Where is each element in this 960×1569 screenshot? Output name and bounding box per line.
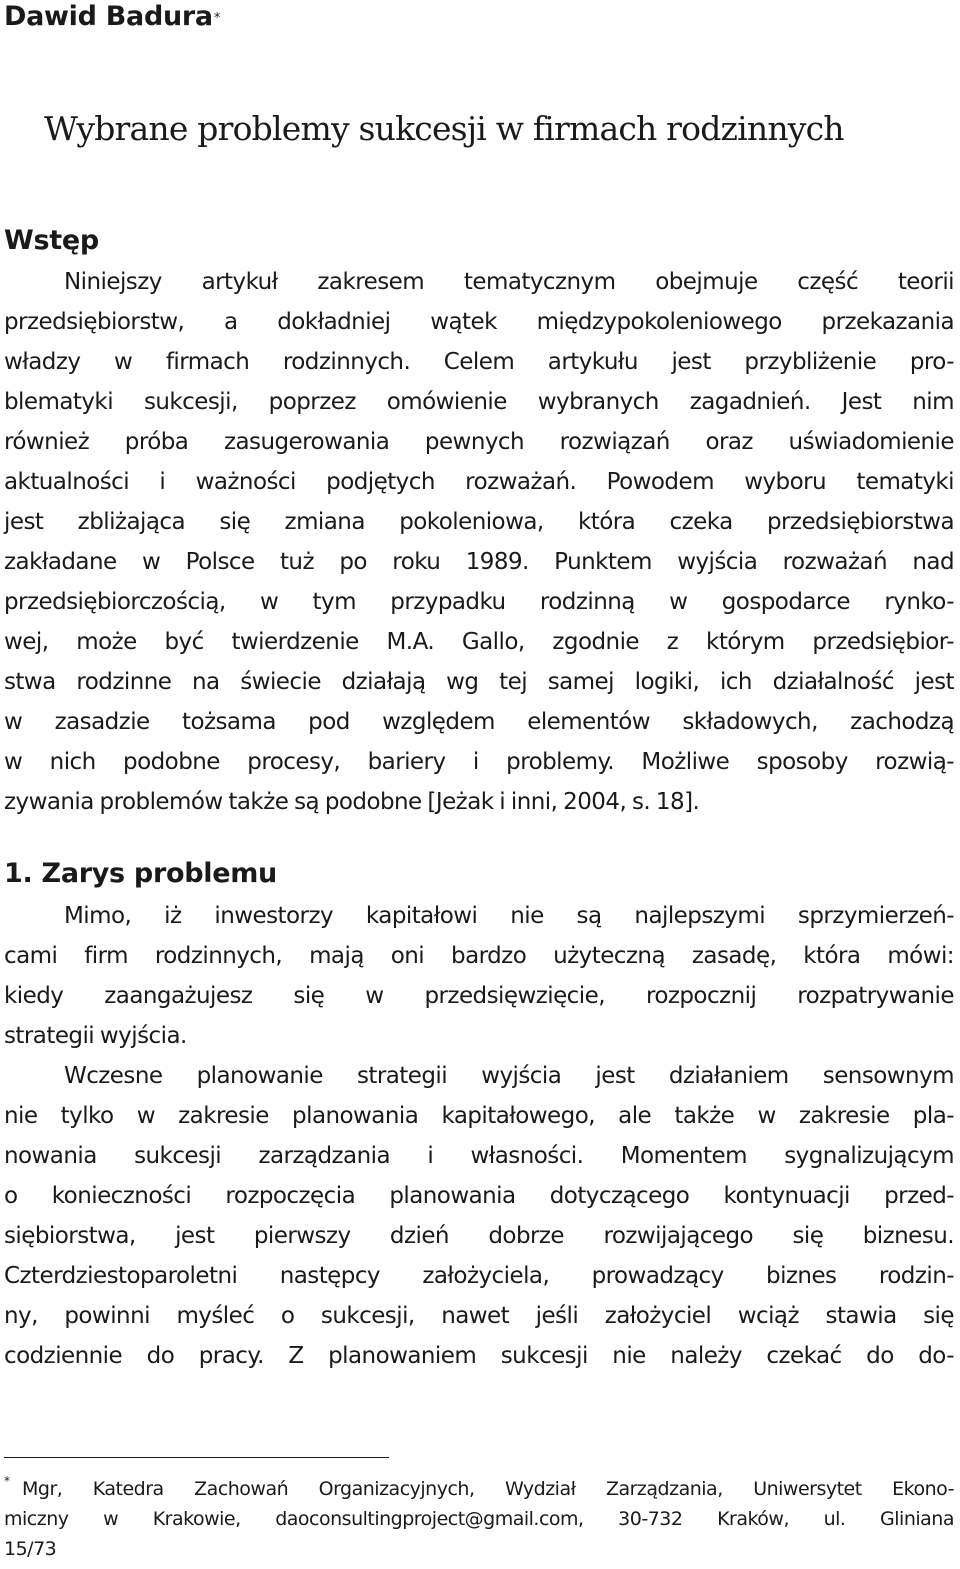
paragraph-line: strategii wyjścia.	[4, 1023, 187, 1049]
section-heading-introduction: Wstęp	[4, 225, 99, 256]
paragraph-line: siębiorstwa, jest pierwszy dzień dobrze rozwijającego się biznesu.	[4, 1223, 954, 1249]
paragraph-line: w zasadzie tożsama pod względem elementów składowych, zachodzą	[4, 709, 954, 735]
paragraph-line: jest zbliżająca się zmiana pokoleniowa, która czeka przedsiębiorstwa	[4, 509, 954, 535]
paragraph-line: zakładane w Polsce tuż po roku 1989. Punktem wyjścia rozważań nad	[4, 549, 954, 575]
article-title: Wybrane problemy sukcesji w firmach rodzinnych	[44, 109, 844, 148]
paragraph-line: Mimo, iż inwestorzy kapitałowi nie są najlepszymi sprzymierzeń-	[64, 903, 954, 929]
paragraph-line: zywania problemów także są podobne [Jeżak i inni, 2004, s. 18].	[4, 789, 700, 815]
footnote-marker: *	[4, 1474, 10, 1488]
author-name-text: Dawid Badura	[4, 1, 213, 32]
paragraph-line: nowania sukcesji zarządzania i własności. Momentem sygnalizującym	[4, 1143, 954, 1169]
paragraph-line: codziennie do pracy. Z planowaniem sukcesji nie należy czekać do do-	[4, 1343, 954, 1369]
paragraph-line: aktualności i ważności podjętych rozważań. Powodem wyboru tematyki	[4, 469, 954, 495]
paragraph-line: przedsiębiorczością, w tym przypadku rodzinną w gospodarce rynko-	[4, 589, 954, 615]
paragraph-line: nie tylko w zakresie planowania kapitałowego, ale także w zakresie pla-	[4, 1103, 954, 1129]
paragraph-line: również próba zasugerowania pewnych rozwiązań oraz uświadomienie	[4, 429, 954, 455]
paragraph-line: ny, powinni myśleć o sukcesji, nawet jeśli założyciel wciąż stawia się	[4, 1303, 954, 1329]
footnote-divider	[4, 1457, 389, 1458]
paragraph-line: władzy w firmach rodzinnych. Celem artykułu jest przybliżenie pro-	[4, 349, 954, 375]
paragraph-line: Czterdziestoparoletni następcy założyciela, prowadzący biznes rodzin-	[4, 1263, 954, 1289]
footnote-line: 15/73	[4, 1538, 57, 1560]
paragraph-line: wej, może być twierdzenie M.A. Gallo, zgodnie z którym przedsiębior-	[4, 629, 954, 655]
footnote-line: Mgr, Katedra Zachowań Organizacyjnych, Wydział Zarządzania, Uniwersytet Ekono-	[22, 1478, 954, 1500]
footnote-line: miczny w Krakowie, daoconsultingproject@gmail.com, 30-732 Kraków, ul. Gliniana	[4, 1508, 954, 1530]
paragraph-line: o konieczności rozpoczęcia planowania dotyczącego kontynuacji przed-	[4, 1183, 954, 1209]
paragraph-line: blematyki sukcesji, poprzez omówienie wybranych zagadnień. Jest nim	[4, 389, 954, 415]
paragraph-line: kiedy zaangażujesz się w przedsięwzięcie, rozpocznij rozpatrywanie	[4, 983, 954, 1009]
paragraph-line: w nich podobne procesy, bariery i problemy. Możliwe sposoby rozwią-	[4, 749, 954, 775]
section-heading-outline: 1. Zarys problemu	[4, 858, 277, 889]
author-footnote-marker: *	[213, 11, 221, 26]
author-name	[4, 0, 220, 34]
paragraph-line: cami firm rodzinnych, mają oni bardzo użyteczną zasadę, która mówi:	[4, 943, 954, 969]
paragraph-line: przedsiębiorstw, a dokładniej wątek międzypokoleniowego przekazania	[4, 309, 954, 335]
paragraph-line: Wczesne planowanie strategii wyjścia jest działaniem sensownym	[64, 1063, 954, 1089]
paragraph-line: stwa rodzinne na świecie działają wg tej samej logiki, ich działalność jest	[4, 669, 954, 695]
paragraph-line: Niniejszy artykuł zakresem tematycznym obejmuje część teorii	[64, 269, 954, 295]
